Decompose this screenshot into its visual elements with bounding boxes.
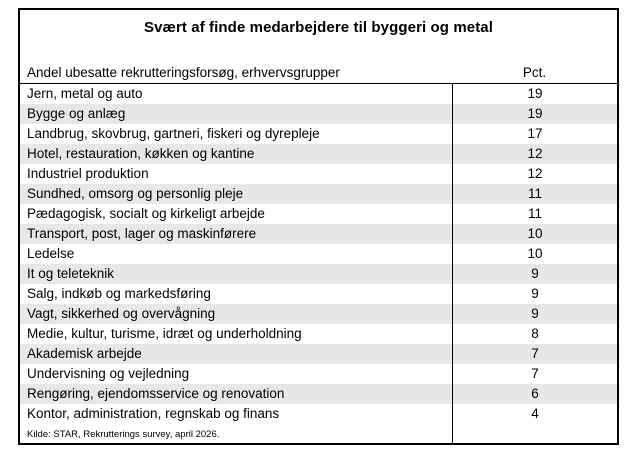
table-row [20,84,617,104]
row-label: Bygge og anlæg [27,106,126,121]
table-row [20,364,617,384]
row-value: 9 [452,304,617,324]
table-footer-row [20,424,617,443]
table-body [20,84,617,424]
table-row [20,204,617,224]
table-row [20,164,617,184]
row-value: 10 [452,244,617,264]
row-value: 8 [452,324,617,344]
table-row [20,144,617,164]
row-label: Industriel produktion [27,166,149,181]
table-row [20,284,617,304]
row-label: Landbrug, skovbrug, gartneri, fiskeri og dyrepleje [27,126,320,141]
row-label: Rengøring, ejendomsservice og renovation [27,386,285,401]
table-row [20,344,617,364]
row-label: It og teleteknik [27,266,115,281]
row-label: Sundhed, omsorg og personlig pleje [27,186,244,201]
row-label: Hotel, restauration, køkken og kantine [27,146,255,161]
footer-right-cell [452,424,617,443]
row-label: Salg, indkøb og markedsføring [27,286,211,301]
row-value: 9 [452,264,617,284]
table-title: Svært af finde medarbejdere til byggeri og metal [143,19,494,36]
table-header-row [20,58,617,84]
row-label: Undervisning og vejledning [27,366,190,381]
row-value: 7 [452,344,617,364]
row-value: 4 [452,404,617,424]
row-label: Transport, post, lager og maskinførere [27,226,257,241]
row-value: 7 [452,364,617,384]
table-row [20,264,617,284]
column-header-occupation-groups: Andel ubesatte rekrutteringsforsøg, erhvervsgrupper [27,65,340,80]
row-label: Vagt, sikkerhed og overvågning [27,306,216,321]
row-value: 11 [452,184,617,204]
source-note: Kilde: STAR, Rekrutterings survey, april 2026. [27,429,220,440]
row-value: 9 [452,284,617,304]
table-card [18,8,619,445]
table-row [20,184,617,204]
row-value: 19 [452,84,617,104]
row-value: 17 [452,124,617,144]
row-label: Pædagogisk, socialt og kirkeligt arbejde [27,206,265,221]
row-value: 12 [452,144,617,164]
table-row [20,404,617,424]
footer-left-cell [20,424,452,443]
table-row [20,324,617,344]
row-label: Kontor, administration, regnskab og finans [27,406,280,421]
table-row [20,304,617,324]
row-label: Akademisk arbejde [27,346,142,361]
row-label: Jern, metal og auto [27,86,143,101]
row-value: 11 [452,204,617,224]
table-row [20,224,617,244]
table-row [20,244,617,264]
row-value: 6 [452,384,617,404]
row-label: Ledelse [27,246,75,261]
row-value: 19 [452,104,617,124]
row-value: 12 [452,164,617,184]
row-value: 10 [452,224,617,244]
column-header-pct: Pct. [522,65,547,80]
table-row [20,384,617,404]
table-row [20,124,617,144]
table-row [20,104,617,124]
row-label: Medie, kultur, turisme, idræt og underholdning [27,326,302,341]
